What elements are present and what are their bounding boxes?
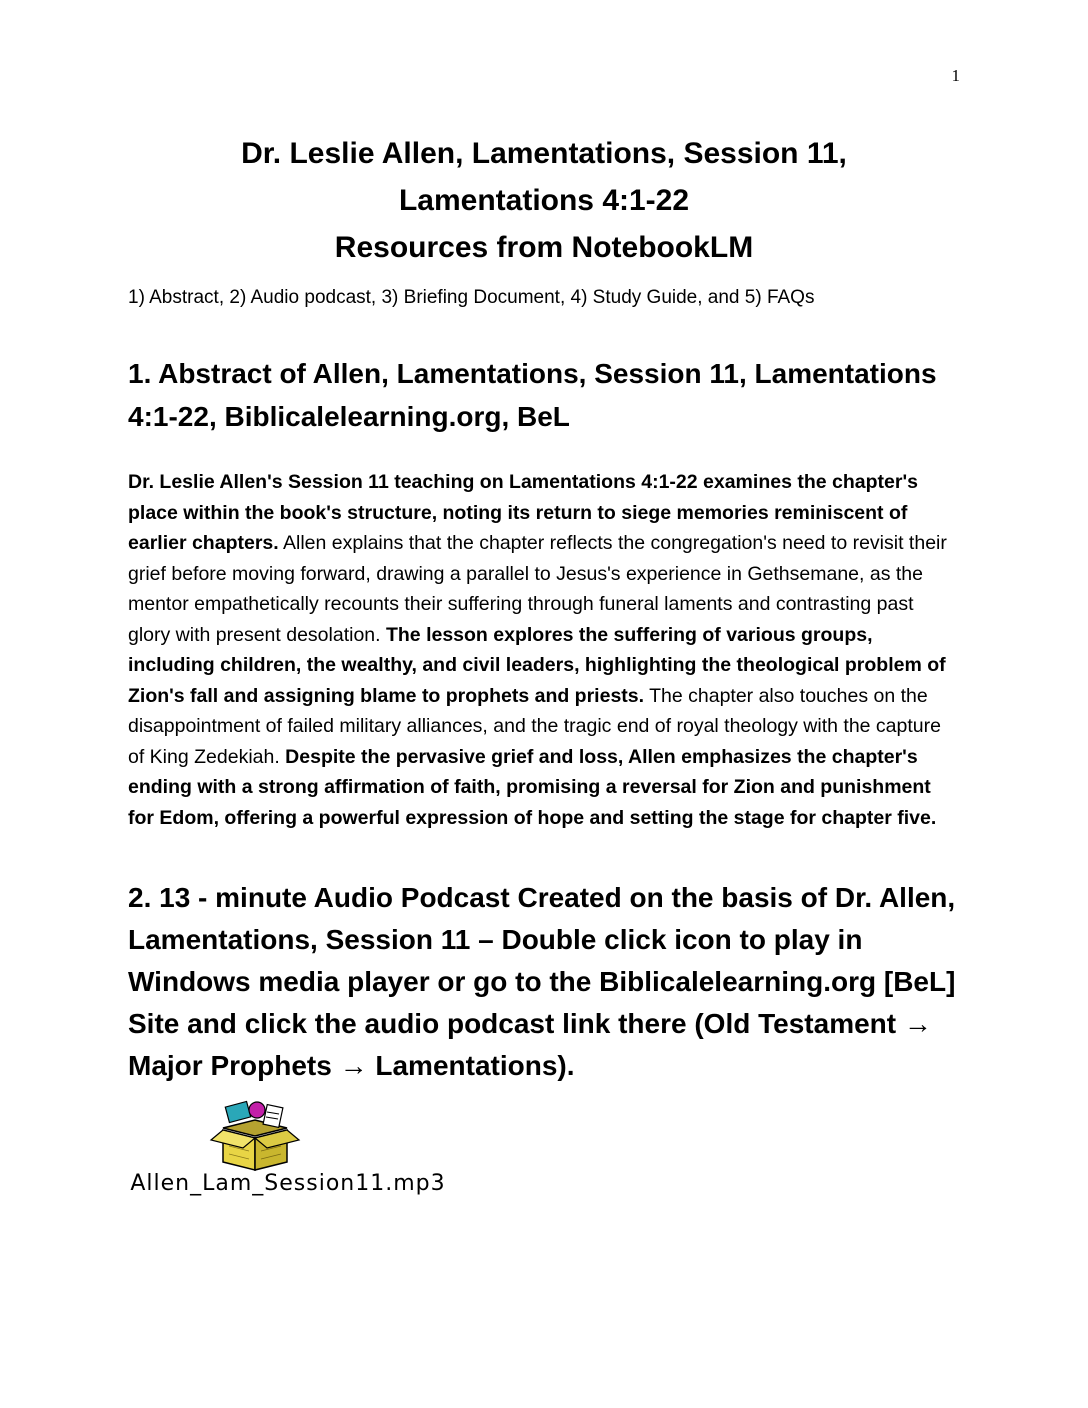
- title-line-1: Dr. Leslie Allen, Lamentations, Session 11,: [241, 137, 847, 170]
- abstract-bold-1: Dr. Leslie Allen's Session 11 teaching on Lamentations 4:1-22 examines the chapter's place within the book's structure, noting its return to siege memories reminiscent of earlier chapters.: [128, 471, 918, 554]
- abstract-bold-3: Despite the pervasive grief and loss, Allen emphasizes the chapter's ending with a strong affirmation of faith, promising a reversal for Zion and punishment for Edom, offering a powerful expression of hope and setting the stage for chapter five.: [128, 745, 937, 829]
- abstract-text: [128, 467, 960, 833]
- title-line-2: Lamentations 4:1-22: [398, 184, 690, 217]
- arrow-right-icon: →: [339, 1050, 368, 1081]
- page-number: 1: [951, 66, 960, 85]
- resource-list: 1) Abstract, 2) Audio podcast, 3) Briefing Document, 4) Study Guide, and 5) FAQs: [128, 287, 815, 308]
- podcast-heading-part2: Major Prophets: [128, 1050, 340, 1081]
- abstract-normal-1: Allen explains that the chapter reflects the congregation's need to revisit their grief before moving forward, drawing a parallel to Jesus's experience in Gethsemane, as the mentor empathetically recounts their suffering through funeral laments and contrasting past glory with present desolation.: [128, 532, 947, 646]
- abstract-bold-2: The lesson explores the suffering of various groups, including children, the wealthy, and civil leaders, highlighting the theological problem of Zion's fall and assigning blame to prophets and priests.: [128, 623, 946, 707]
- attachment-filename[interactable]: Allen_Lam_Session11.mp3: [130, 1171, 446, 1196]
- abstract-heading: 1. Abstract of Allen, Lamentations, Session 11, Lamentations 4:1-22, Biblicalelearning.org, BeL: [128, 358, 937, 432]
- arrow-right-icon: →: [903, 1008, 932, 1039]
- page-title: [128, 130, 960, 271]
- title-line-3: Resources from NotebookLM: [334, 231, 754, 264]
- podcast-heading: [128, 877, 960, 1087]
- podcast-heading-part1: 2. 13 - minute Audio Podcast Created on the basis of Dr. Allen, Lamentations, Session 11 – Double click icon to play in Windows media player or go to the Biblicalelearning.org [BeL] Site and click the audio podcast link there (Old Testament: [128, 882, 956, 1039]
- audio-file-attachment[interactable]: [128, 1100, 448, 1196]
- podcast-heading-part3: Lamentations).: [367, 1050, 575, 1081]
- package-file-icon[interactable]: [205, 1100, 305, 1172]
- abstract-normal-2: The chapter also touches on the disappointment of failed military alliances, and the tragic end of royal theology with the capture of King Zedekiah.: [128, 684, 941, 768]
